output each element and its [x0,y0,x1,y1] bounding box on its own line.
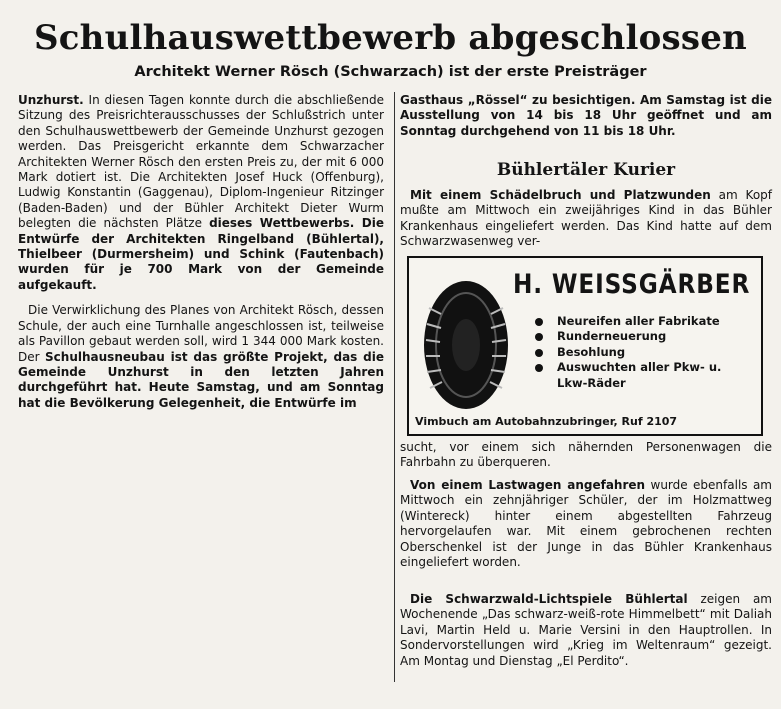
news-lead: Mit einem Schädelbruch und Platzwunden [410,188,711,202]
advertiser-name: H. WEISSGÄRBER [513,269,751,300]
column-divider [394,92,395,682]
bullet-icon [535,349,543,357]
news-text: am Kopf mußte am Mittwoch ein zweijähriges Kind in das Bühler Krankenhaus eingeliefert werden. Das Kind hatte auf dem Schwarzwasenweg ver- [400,188,773,249]
news-item-3 [400,592,772,669]
article-continuation: Gasthaus „Rössel“ zu besichtigen. Am Samstag ist die Ausstellung von 14 bis 18 Uhr geöffnet und am Sonntag durchgehend von 11 bis 18 Uhr. [400,93,772,138]
bullet-icon [535,364,543,372]
news-lead: Die Schwarzwald-Lichtspiele Bühlertal [410,592,688,606]
list-item: Auswuchten aller Pkw- u. Lkw-Räder [535,360,727,391]
news-item-1 [400,188,772,250]
tire-icon [421,278,511,412]
news-text: wurde ebenfalls am Mittwoch ein zehnjähriger Schüler, der im Holzmattweg (Wintereck) hinter einem abgestellten Fahrzeug hervorgelaufen war. Mit einem gebrochenen rechten Oberschenkel ist der Junge in das Bühler Krankenhaus eingeliefert worden. [400,478,772,570]
article-paragraph-1 [18,93,384,293]
news-item-2 [400,478,772,570]
list-item: Neureifen aller Fabrikate [535,314,727,329]
dateline: Unzhurst. [18,93,84,107]
section-title: Bühlertäler Kurier [496,160,676,180]
list-item: Runderneuerung [535,329,727,344]
article-paragraph-2 [18,303,384,411]
service-list [535,314,727,391]
bullet-icon [535,318,543,326]
headline: Schulhauswettbewerb abgeschlossen [34,18,747,58]
article-text-bold: Schulhausneubau ist das größte Projekt, das die Gemeinde Unzhurst in den letzten Jahren durchgeführt hat. Heute Samstag, und am Sonntag hat die Bevölkerung Gelegenheit, die Entwürfe im [18,349,384,410]
article-text: In diesen Tagen konnte durch die abschließende Sitzung des Preisrichterausschusses der Schlußstrich unter den Schulhauswettbewerb der Gemeinde Unzhurst gezogen werden. Das Preisgericht erkannte dem Schwarzacher Architekten Werner Rösch den ersten Preis zu, der mit 6 000 Mark dotiert ist. Die Architekten Josef Huck (Offenburg), Ludwig Konstantin (Gaggenau), Diplom-Ingenieur Ritzinger (Baden-Baden) und der Bühler Architekt Dieter Wurm belegten die nächsten Plätze [18,93,384,231]
article-text: Die Verwirklichung des Planes von Architekt Rösch, dessen Schule, der auch eine Turnhalle angeschlossen ist, teilweise als Pavillon gebaut werden soll, wird 1 344 000 Mark kosten. Der [18,303,384,364]
subheadline: Architekt Werner Rösch (Schwarzach) ist der erste Preisträger [134,64,647,80]
advertiser-address: Vimbuch am Autobahnzubringer, Ruf 2107 [415,415,678,428]
list-item: Besohlung [535,345,727,360]
news-text: zeigen am Wochenende „Das schwarz-weiß-rote Himmelbett“ mit Daliah Lavi, Martin Held u. Marie Versini in den Hauptrollen. In Sondervorstellungen wird „Krieg im Weltenraum“ gezeigt. Am Montag und Dienstag „El Perdito“. [400,592,772,668]
advertisement [407,256,763,436]
bullet-icon [535,333,543,341]
article-text-bold: dieses Wettbewerbs. Die Entwürfe der Architekten Ringelband (Bühlertal), Thielbeer (Durmersheim) und Schink (Fautenbach) wurden für je 700 Mark von der Gemeinde aufgekauft. [18,216,384,292]
news-lead: Von einem Lastwagen angefahren [410,478,646,492]
article-left-column [18,93,384,411]
news-item-1-continuation: sucht, vor einem sich nähernden Personenwagen die Fahrbahn zu überqueren. [400,440,772,470]
